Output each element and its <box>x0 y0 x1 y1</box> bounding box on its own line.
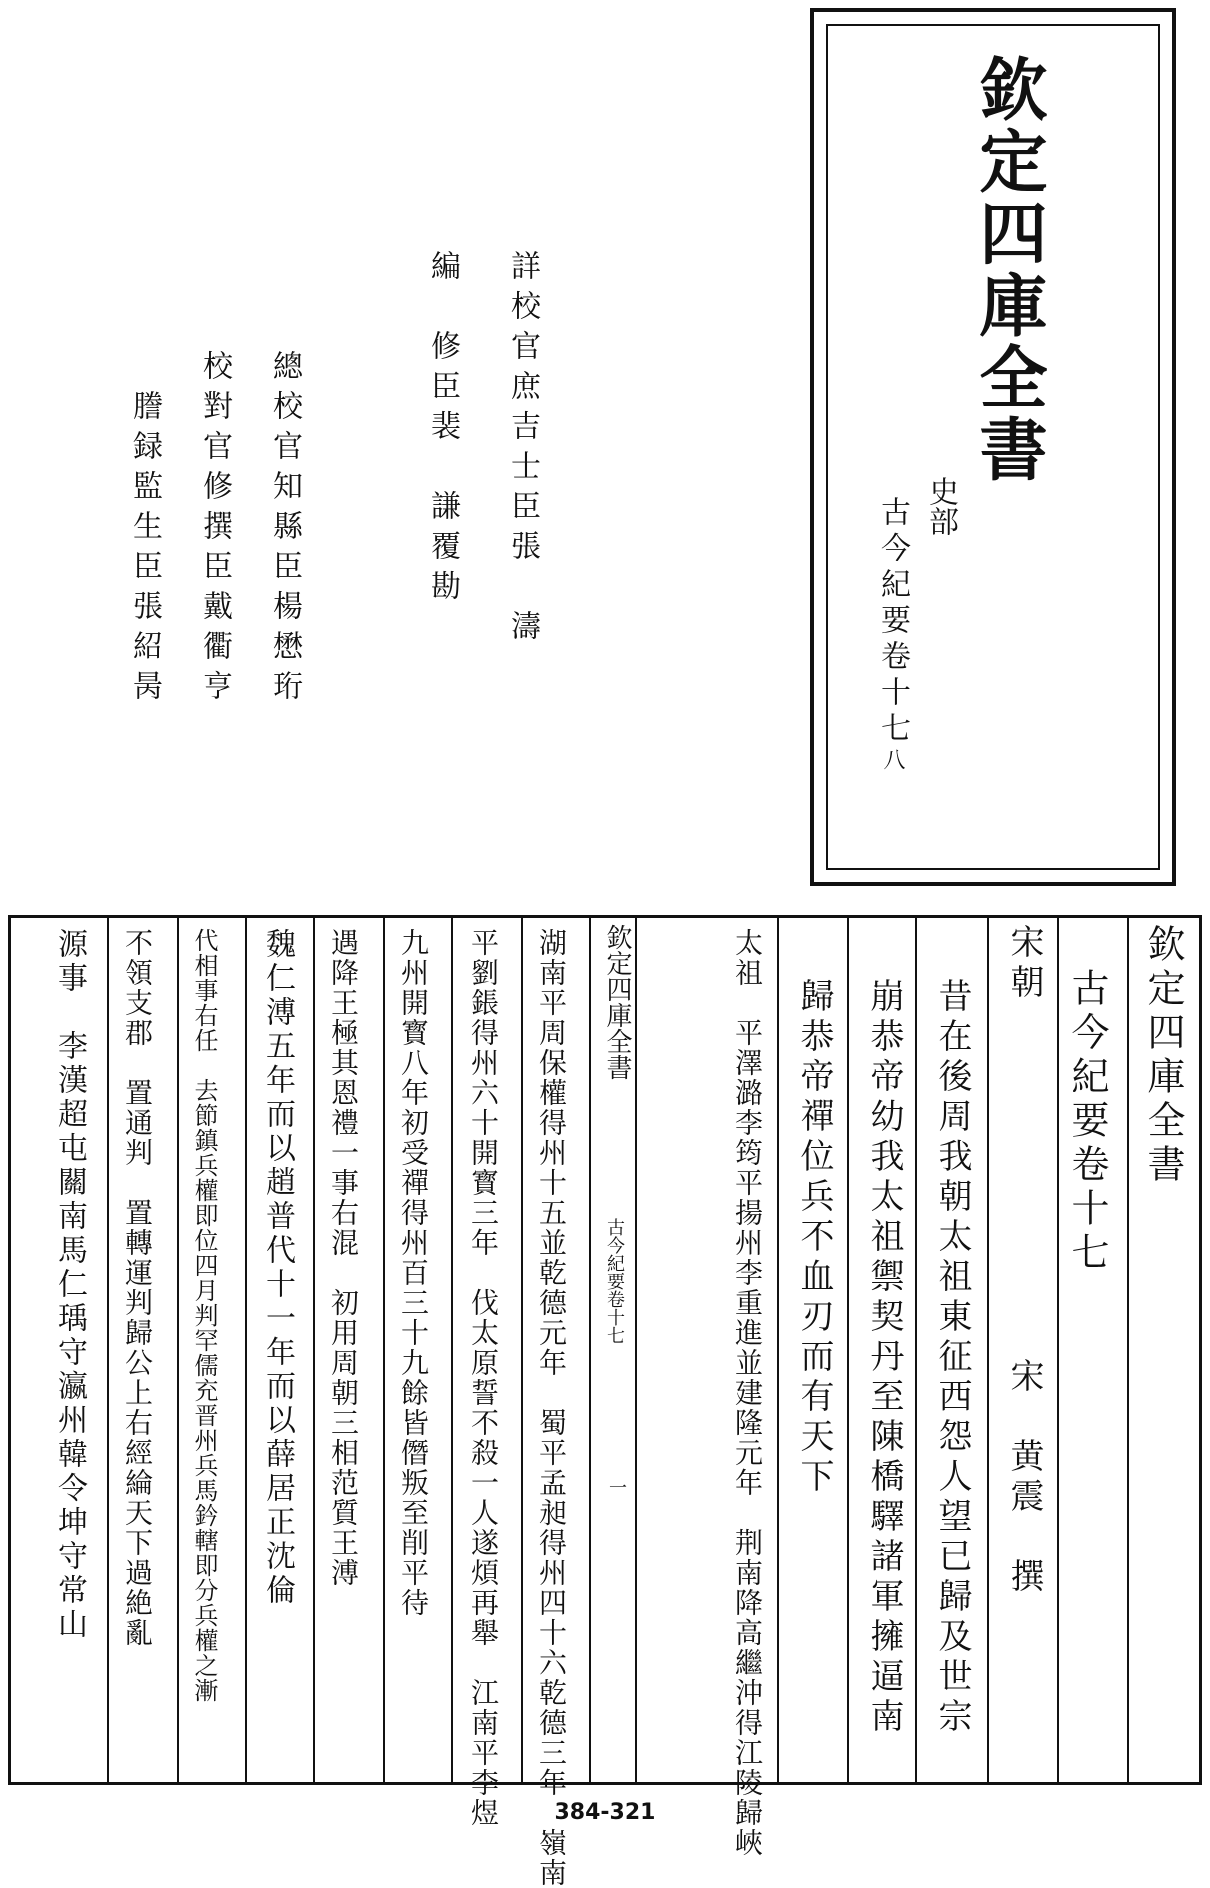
text-column-8: 遇降王極其恩禮一事右混 初用周朝三相范質王溥 <box>327 928 360 1588</box>
column-rule <box>847 918 849 1782</box>
cover-slip <box>810 8 1176 886</box>
cover-title: 欽定四庫全書 <box>968 54 1048 486</box>
credit-collator <box>192 350 236 710</box>
credit-chief-collator <box>262 350 306 710</box>
center-margin <box>589 918 637 1782</box>
credit-copyist <box>122 390 166 710</box>
credit-name: 張 濤 <box>505 530 540 650</box>
text-column-4: 太祖 平澤潞李筠平揚州李重進並建隆元年 荆南降高繼沖得江陵歸峽 <box>731 928 764 1858</box>
text-column-12: 源事 李漢超屯關南馬仁瑀守瀛州韓令坤守常山 <box>52 928 87 1642</box>
column-rule <box>383 918 385 1782</box>
text-column-5: 湖南平周保權得州十五並乾德元年 蜀平孟昶得州四十六乾德三年 嶺南 <box>535 928 568 1888</box>
text-column-1: 昔在後周我朝太祖東征西怨人望已歸及世宗 <box>932 978 972 1738</box>
text-column-7: 九州開寳八年初受禪得州百三十九餘皆僭叛至削平待 <box>397 928 430 1618</box>
text-column-11: 不領支郡 置通判 置轉運判歸公上右經綸天下過絶亂 <box>121 928 154 1648</box>
page-book-title: 古今紀要卷十七 <box>1065 968 1109 1276</box>
credit-name: 張紹昺 <box>127 590 162 710</box>
credit-role: 詳校官庶吉士臣 <box>505 250 540 530</box>
page-header-title: 欽定四庫全書 <box>1141 924 1185 1188</box>
column-rule <box>107 918 109 1782</box>
credit-name: 楊懋珩 <box>267 590 302 710</box>
column-rule <box>987 918 989 1782</box>
credit-role: 編 修臣 <box>425 250 460 410</box>
text-column-10: 代相事右任 去節鎮兵權即位四月判罕儒充晋州兵馬鈐轄即分兵權之漸 <box>190 928 218 1703</box>
credit-name: 裴 謙覆勘 <box>425 410 460 610</box>
cover-book-title <box>870 496 914 776</box>
column-rule <box>521 918 523 1782</box>
column-rule <box>777 918 779 1782</box>
text-column-6: 平劉鋹得州六十開寳三年 伐太原誓不殺一人遂煩再舉 江南平李煜 <box>467 928 500 1828</box>
column-rule <box>1057 918 1059 1782</box>
cover-book-text: 古今紀要卷十七 <box>875 496 910 748</box>
column-rule <box>177 918 179 1782</box>
cover-category: 史部 <box>923 476 958 536</box>
text-column-2: 崩恭帝幼我太祖禦契丹至陳橋驛諸軍擁逼南 <box>864 978 904 1738</box>
page-author: 宋 黄震 撰 <box>1004 1358 1044 1598</box>
margin-book-title: 古今紀要卷十七 <box>604 1218 625 1344</box>
column-rule <box>915 918 917 1782</box>
credit-proofreader <box>500 250 544 650</box>
credit-editor <box>420 250 464 610</box>
cover-book-note: 八 <box>880 748 905 776</box>
text-column-9: 魏仁溥五年而以趙普代十一年而以薛居正沈倫 <box>260 928 295 1608</box>
credit-role: 謄録監生臣 <box>127 390 162 590</box>
page-dynasty: 宋朝 <box>1004 924 1044 1004</box>
cover-inner-frame <box>826 24 1160 870</box>
text-column-3: 歸恭帝禪位兵不血刃而有天下 <box>794 978 834 1498</box>
column-rule <box>1127 918 1129 1782</box>
margin-title: 欽定四庫全書 <box>602 924 632 1080</box>
column-rule <box>451 918 453 1782</box>
credit-role: 校對官修撰臣 <box>197 350 232 590</box>
credit-role: 總校官知縣臣 <box>267 350 302 590</box>
margin-page-number: 一 <box>606 1478 627 1496</box>
column-rule <box>245 918 247 1782</box>
column-rule <box>313 918 315 1782</box>
page-code: 384-321 <box>554 1800 656 1825</box>
credit-name: 戴衢亨 <box>197 590 232 710</box>
